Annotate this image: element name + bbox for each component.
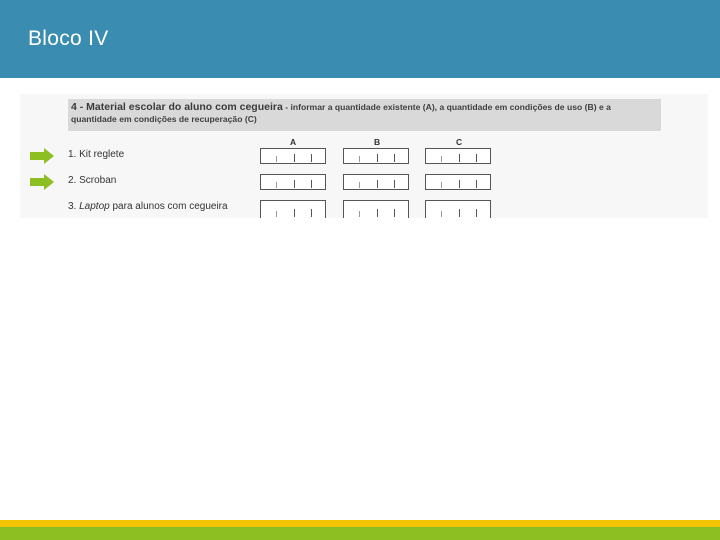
item-2-field-b[interactable] [343, 174, 409, 190]
item-3-label [68, 201, 228, 212]
item-3-text-italic: Laptop [79, 201, 110, 212]
footer-stripe-green [0, 527, 720, 540]
item-2-number: 2. [68, 175, 77, 186]
item-1-label [68, 149, 124, 160]
question-header [68, 99, 661, 131]
column-header-c: C [456, 137, 463, 147]
column-header-b: B [374, 137, 381, 147]
footer-stripe-yellow [0, 520, 720, 527]
item-2-text: Scroban [79, 175, 117, 186]
item-1-field-a[interactable] [260, 148, 326, 164]
item-3-field-b[interactable] [343, 200, 409, 218]
item-1-text: Kit reglete [79, 149, 125, 160]
column-header-a: A [290, 137, 297, 147]
page-title: Bloco IV [28, 27, 109, 50]
question-title: 4 - Material escolar do aluno com cegueira [71, 101, 283, 113]
item-3-field-c[interactable] [425, 200, 491, 218]
item-2-field-a[interactable] [260, 174, 326, 190]
item-2-field-c[interactable] [425, 174, 491, 190]
arrow-right-icon [30, 174, 54, 190]
item-3-field-a[interactable] [260, 200, 326, 218]
item-3-text: para alunos com cegueira [109, 201, 228, 212]
question-instruction: - informar a quantidade existente (A), a quantidade em condições de uso (B) e a quantidade em condições de recuperação (C) [71, 102, 611, 124]
item-1-number: 1. [68, 149, 77, 160]
questionnaire-panel [20, 94, 708, 218]
header-bar [0, 0, 720, 78]
arrow-right-icon [30, 148, 54, 164]
item-3-number: 3. [68, 201, 77, 212]
item-2-label [68, 175, 116, 186]
item-1-field-b[interactable] [343, 148, 409, 164]
item-1-field-c[interactable] [425, 148, 491, 164]
